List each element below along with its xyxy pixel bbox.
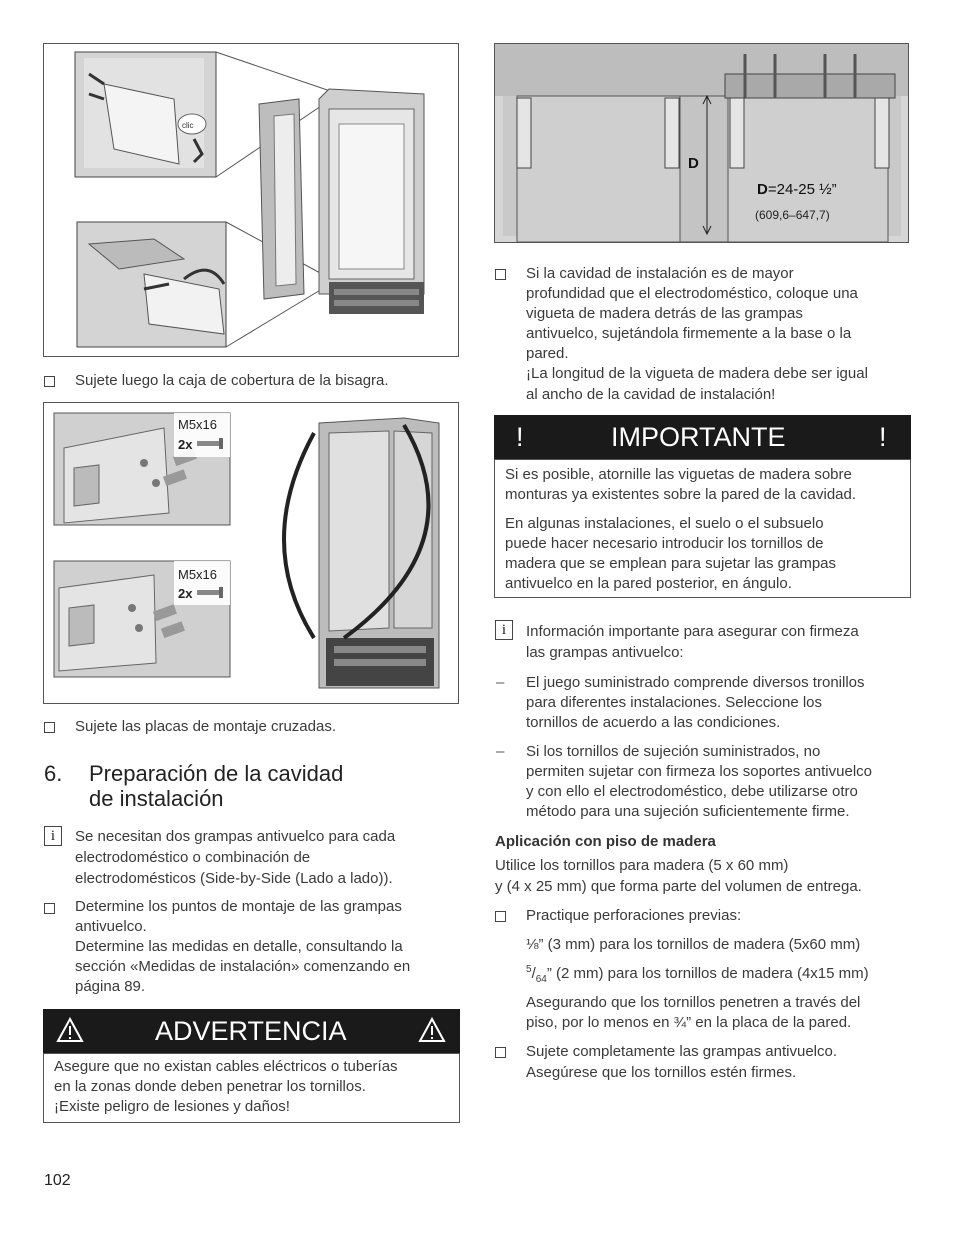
dimension-metric: (609,6–647,7) (755, 208, 830, 222)
dimension-letter-bold: D (757, 181, 768, 198)
section-title-line1: Preparación de la cavidad (89, 761, 344, 786)
bullet-line: Si la cavidad de instalación es de mayor (526, 265, 794, 282)
info-icon: i (495, 620, 513, 640)
info-line: electrodoméstico o combinación de (75, 849, 311, 866)
important-line: Si es posible, atornille las viguetas de madera sobre (505, 466, 852, 483)
bullet-line: vigueta de madera detrás de las grampas (526, 305, 803, 322)
bullet-line: sección «Medidas de instalación» comenzando en (75, 958, 411, 975)
important-banner (494, 415, 911, 459)
body-line: y (4 x 25 mm) que forma parte del volumen de entrega. (495, 878, 862, 895)
checkbox-bullet (44, 903, 55, 914)
dash-bullet: – (496, 674, 505, 691)
exclamation-icon: ! (516, 422, 524, 452)
bullet-line: Determine las medidas en detalle, consultando la (75, 938, 403, 955)
hinge-cover-illustration (44, 44, 458, 356)
warning-triangle-icon (418, 1017, 446, 1043)
section-number: 6. (44, 761, 63, 786)
warning-line: Asegure que no existan cables eléctricos o tuberías (54, 1058, 398, 1075)
warning-line: en la zonas donde deben penetrar los tornillos. (54, 1078, 366, 1095)
bullet-line: Sujete completamente las grampas antivuelco. (526, 1043, 838, 1060)
checkbox-bullet (495, 1047, 506, 1058)
fraction-denominator: 64 (535, 974, 547, 985)
drill-line-fraction: $^5/_{64}$” (2 mm) para los tornillos de madera (4x15 mm) (526, 964, 869, 985)
cavity-depth-illustration (495, 44, 908, 242)
dash-bullet: – (496, 743, 505, 760)
screw-qty-bottom: 2x (178, 586, 193, 601)
drill-line: piso, por lo menos en ¾” en la placa de la pared. (526, 1014, 852, 1031)
drill-line: Asegurando que los tornillos penetren a través del (526, 994, 861, 1011)
mounting-plates-illustration (44, 403, 458, 703)
bullet-line: profundidad que el electrodoméstico, coloque una (526, 285, 858, 302)
warning-title: ADVERTENCIA (155, 1016, 347, 1046)
figure-cavity-depth (494, 43, 909, 243)
bullet-line: Asegúrese que los tornillos estén firmes. (526, 1064, 797, 1081)
checkbox-bullet (495, 269, 506, 280)
dash-line: Si los tornillos de sujeción suministrados, no (526, 743, 821, 760)
dash-line: tornillos de acuerdo a las condiciones. (526, 714, 781, 731)
warning-line: ¡Existe peligro de lesiones y daños! (54, 1098, 290, 1115)
info-line: Se necesitan dos grampas antivuelco para cada (75, 828, 396, 845)
drill-line-text: ” (2 mm) para los tornillos de madera (4x15 mm) (546, 965, 869, 982)
info-line: Información importante para asegurar con firmeza (526, 623, 859, 640)
dash-line: y con ello el electrodoméstico, debe utilizarse otro (526, 783, 858, 800)
screw-size-top: M5x16 (178, 417, 218, 432)
checkbox-bullet (495, 911, 506, 922)
checkbox-bullet (44, 376, 55, 387)
important-line: antivuelco en la pared posterior, en ángulo. (505, 575, 792, 592)
svg-text:D=24-25 ½” (757, 181, 837, 198)
info-line: electrodomésticos (Side-by-Side (Lado a lado)). (75, 870, 393, 887)
info-line: las grampas antivuelco: (526, 644, 684, 661)
page-number: 102 (44, 1172, 71, 1189)
drill-line: ⅛” (3 mm) para los tornillos de madera (5x60 mm) (526, 936, 861, 953)
info-icon: i (44, 826, 62, 846)
figure-hinge-cover (43, 43, 459, 357)
bullet-line: página 89. (75, 978, 146, 995)
bullet-line: pared. (526, 345, 569, 362)
bullet-line: antivuelco. (75, 918, 147, 935)
bullet-line: antivuelco, sujetándola firmemente a la base o la (526, 325, 852, 342)
important-line: monturas ya existentes sobre la pared de la cavidad. (505, 486, 857, 503)
bullet-line: ¡La longitud de la vigueta de madera debe ser igual (526, 365, 868, 382)
screw-size-bottom: M5x16 (178, 567, 218, 582)
body-line: Utilice los tornillos para madera (5 x 60 mm) (495, 857, 789, 874)
bullet-line: Practique perforaciones previas: (526, 907, 742, 924)
section-title-line2: de instalación (89, 786, 224, 811)
important-line: madera que se emplean para sujetar las grampas (505, 555, 837, 572)
clic-callout: clic (182, 121, 194, 130)
screw-qty-top: 2x (178, 437, 193, 452)
fraction-numerator: 5 (526, 964, 532, 975)
caption-hinge-cover: Sujete luego la caja de cobertura de la bisagra. (75, 372, 389, 389)
caption-mounting-plates: Sujete las placas de montaje cruzadas. (75, 718, 336, 735)
warning-banner (43, 1009, 460, 1053)
dash-line: método para una sujeción suficientemente firme. (526, 803, 850, 820)
checkbox-bullet (44, 722, 55, 733)
exclamation-icon: ! (879, 422, 887, 452)
important-title: IMPORTANTE (611, 422, 786, 452)
important-line: puede hacer necesario introducir los tornillos de (505, 535, 824, 552)
dimension-value: =24-25 ½” (767, 181, 837, 198)
bullet-line: Determine los puntos de montaje de las grampas (75, 898, 402, 915)
dash-line: permiten sujetar con firmeza los soportes antivuelco (526, 763, 872, 780)
dimension-letter: D (688, 155, 699, 172)
dash-line: para diferentes instalaciones. Seleccione los (526, 694, 823, 711)
bullet-line: al ancho de la cavidad de instalación! (526, 386, 776, 403)
subheading-wood-floor: Aplicación con piso de madera (495, 833, 716, 850)
important-line: En algunas instalaciones, el suelo o el subsuelo (505, 515, 824, 532)
dash-line: El juego suministrado comprende diversos tronillos (526, 674, 865, 691)
warning-triangle-icon (56, 1017, 84, 1043)
figure-mounting-plates (43, 402, 459, 704)
